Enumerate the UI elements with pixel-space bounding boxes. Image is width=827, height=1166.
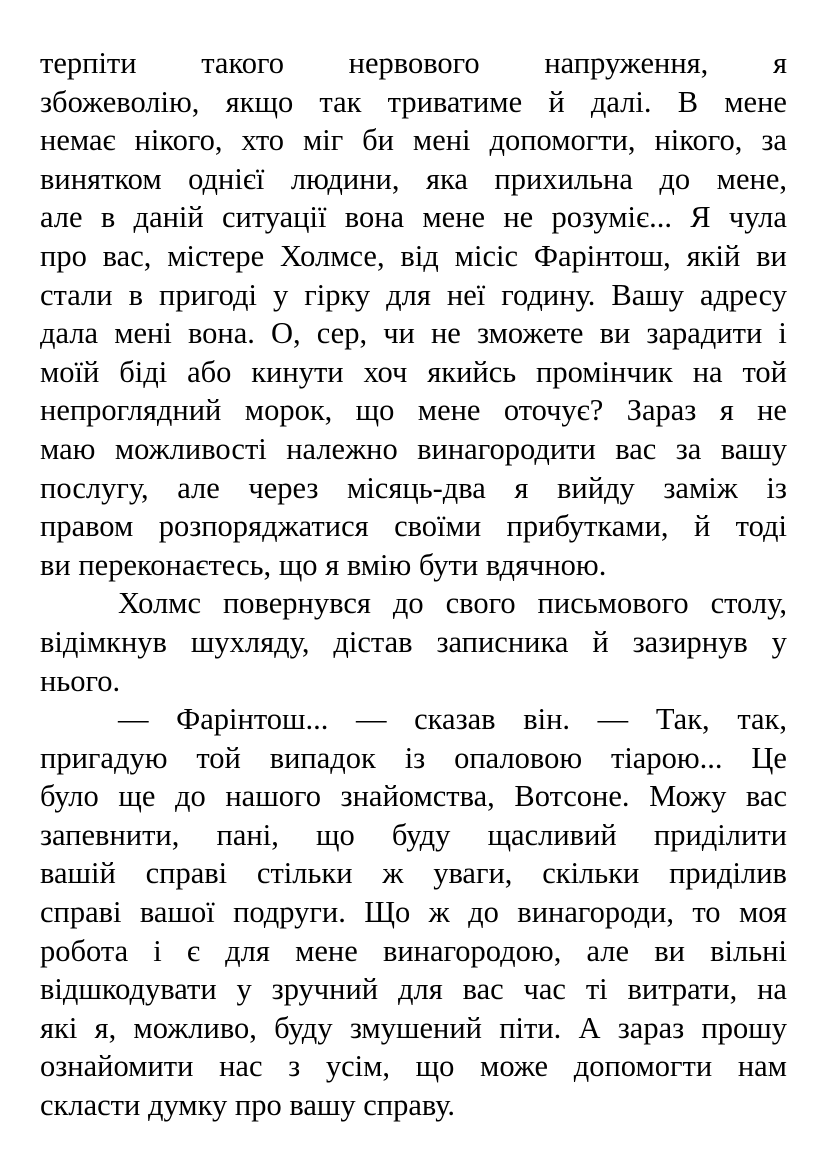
text-line: [40, 970, 787, 1009]
word: час: [523, 972, 566, 1007]
word: то: [692, 895, 721, 930]
word: усім,: [325, 1049, 391, 1084]
word: відімкнув: [40, 624, 167, 659]
word: які: [40, 1010, 78, 1045]
word: скільки: [542, 856, 640, 891]
text-line: [40, 700, 787, 739]
word: запевнити,: [40, 817, 180, 852]
word: так,: [737, 702, 787, 737]
text-line: [40, 83, 787, 122]
word: пані,: [216, 817, 279, 852]
word: вашій: [40, 856, 116, 891]
word: можливо,: [133, 1010, 257, 1045]
text-line: [40, 353, 787, 392]
word: нього.: [40, 663, 121, 698]
word: якщо: [225, 84, 294, 119]
word: із: [766, 470, 787, 505]
word: відшкодувати: [40, 972, 217, 1007]
word: шухляду,: [190, 624, 310, 659]
word: Фарінтош,: [533, 238, 671, 273]
word: випадок: [269, 740, 376, 775]
word: стали: [40, 277, 113, 312]
word: я: [514, 470, 529, 505]
text-line: [40, 854, 787, 893]
word: щасливий: [487, 817, 617, 852]
word: зарадити: [646, 316, 763, 351]
word: дістав: [333, 624, 413, 659]
word: до: [659, 161, 691, 196]
text-line: [40, 391, 787, 430]
word: піти.: [499, 1010, 562, 1045]
word: немає: [40, 123, 116, 158]
word: нас: [219, 1049, 263, 1084]
word: моя: [738, 895, 787, 930]
word: столу,: [710, 586, 787, 621]
word: якийсь: [427, 354, 517, 389]
word: мене: [295, 933, 358, 968]
word: думку: [147, 1088, 228, 1123]
word: Холмсе,: [280, 238, 385, 273]
word: і: [778, 316, 787, 351]
word: було: [40, 779, 99, 814]
word: він.: [523, 702, 571, 737]
word: на: [692, 354, 723, 389]
word: мене,: [716, 161, 787, 196]
word: за: [761, 123, 787, 158]
word: нікого,: [654, 123, 743, 158]
word: Так,: [655, 702, 710, 737]
word: записника: [436, 624, 569, 659]
word: може: [480, 1049, 549, 1084]
word: вийду: [556, 470, 635, 505]
word: хоч: [363, 354, 408, 389]
word: допомогти: [573, 1049, 713, 1084]
word: але: [586, 933, 630, 968]
word: ознайомити: [40, 1049, 194, 1084]
word: з: [288, 1049, 301, 1084]
word: би: [362, 123, 394, 158]
word: Холмс: [118, 586, 202, 621]
word: але: [177, 470, 220, 505]
word: напруження,: [544, 46, 709, 80]
word: не: [430, 316, 461, 351]
word: прошу: [701, 1010, 787, 1045]
word: можливості: [114, 431, 267, 466]
word: із: [404, 740, 426, 775]
word: непроглядний: [40, 393, 222, 428]
word: винагороди,: [517, 895, 674, 930]
word: сер,: [316, 316, 368, 351]
text-line: [40, 121, 787, 160]
word: не: [757, 393, 787, 428]
word: скласти: [40, 1088, 141, 1123]
word: через: [248, 470, 319, 505]
word: місіс: [454, 238, 518, 273]
word: розуміє...: [551, 200, 672, 235]
word: вільні: [710, 933, 787, 968]
word: Фарінтош...: [176, 702, 329, 737]
word: терпіти: [40, 46, 137, 80]
word: стільки: [256, 856, 353, 891]
word: мене: [422, 200, 486, 235]
text-line: [40, 1086, 787, 1125]
word: що: [278, 547, 318, 582]
word: винагородою,: [382, 933, 562, 968]
word: до: [392, 586, 424, 621]
word: повернувся: [222, 586, 371, 621]
word: вас,: [102, 238, 152, 273]
text-line: [40, 44, 787, 83]
word: Вашу: [611, 277, 684, 312]
word: нікого,: [134, 123, 223, 158]
text-line: [40, 623, 787, 662]
word: переконаєтесь,: [78, 547, 272, 582]
word: тіарою...: [611, 740, 723, 775]
word: Можу: [649, 779, 727, 814]
word: А: [578, 1010, 601, 1045]
word: ще: [118, 779, 156, 814]
word: робота: [40, 933, 129, 968]
word: вмію: [346, 547, 412, 582]
word: Я: [690, 200, 711, 235]
word: сказав: [414, 702, 496, 737]
word: прихильна: [494, 161, 633, 196]
word: яка: [425, 161, 468, 196]
word: і: [153, 933, 162, 968]
text-line: [40, 584, 787, 623]
text-line: [40, 777, 787, 816]
word: приділити: [653, 817, 787, 852]
word: у: [273, 277, 289, 312]
word: у: [236, 972, 252, 1007]
word: ви: [756, 238, 787, 273]
word: прибутками,: [506, 509, 669, 544]
text-line: [40, 276, 787, 315]
text-line: [40, 507, 787, 546]
word: й: [548, 84, 565, 119]
word: той: [742, 354, 787, 389]
word: Це: [751, 740, 787, 775]
word: ви: [40, 547, 71, 582]
word: про: [234, 1088, 282, 1123]
word: ви: [654, 933, 685, 968]
word: не: [503, 200, 534, 235]
text-line: [40, 198, 787, 237]
word: моїй: [40, 354, 100, 389]
word: —: [356, 702, 387, 737]
text-line: [40, 469, 787, 508]
word: справу.: [363, 1088, 456, 1123]
word: або: [187, 354, 232, 389]
word: на: [757, 972, 787, 1007]
word: зможете: [476, 316, 584, 351]
word: до: [174, 779, 206, 814]
word: до: [468, 895, 499, 930]
word: однієї: [188, 161, 265, 196]
word: місяць-два: [347, 470, 486, 505]
word: О,: [271, 316, 301, 351]
word: справі: [40, 895, 122, 930]
word: послугу,: [40, 470, 149, 505]
word: пригоді: [159, 277, 258, 312]
word: зараз: [617, 1010, 685, 1045]
text-line: [40, 893, 787, 932]
word: такого: [201, 46, 284, 80]
word: пригадую: [40, 740, 168, 775]
word: вашої: [139, 895, 215, 930]
word: адресу: [700, 277, 787, 312]
word: для: [225, 933, 270, 968]
word: зазирнув: [632, 624, 748, 659]
word: письмового: [537, 586, 689, 621]
word: вдячною.: [485, 547, 607, 582]
word: своїми: [394, 509, 482, 544]
word: міг: [302, 123, 344, 158]
word: неї: [446, 277, 486, 312]
word: вас: [615, 431, 657, 466]
word: Зараз: [626, 393, 697, 428]
word: правом: [40, 509, 134, 544]
word: в: [128, 277, 143, 312]
word: тоді: [735, 509, 787, 544]
word: зручний: [271, 972, 379, 1007]
word: даній: [133, 200, 204, 235]
word: якій: [686, 238, 741, 273]
word: нашого: [225, 779, 321, 814]
body-text: [40, 44, 787, 1125]
word: маю: [40, 431, 96, 466]
word: морок,: [244, 393, 333, 428]
word: для: [386, 277, 431, 312]
word: вас: [745, 779, 787, 814]
word: ж: [382, 856, 404, 891]
word: вона: [344, 200, 405, 235]
word: що: [415, 1049, 455, 1084]
word: біді: [119, 354, 168, 389]
word: я: [719, 393, 734, 428]
word: але: [40, 200, 83, 235]
paragraph: [40, 584, 787, 700]
text-line: [40, 237, 787, 276]
word: бути: [418, 547, 479, 582]
word: вас: [462, 972, 504, 1007]
word: ви: [599, 316, 631, 351]
text-line: [40, 546, 787, 585]
word: подруги.: [233, 895, 346, 930]
text-line: [40, 160, 787, 199]
word: що: [355, 393, 395, 428]
word: Вотсоне.: [514, 779, 630, 814]
word: змушений: [349, 1010, 482, 1045]
word: й: [693, 509, 711, 544]
word: кинути: [251, 354, 344, 389]
text-line: [40, 314, 787, 353]
word: я: [325, 547, 340, 582]
word: —: [597, 702, 629, 737]
word: так: [319, 84, 362, 119]
word: триватиме: [387, 84, 523, 119]
word: містере: [167, 238, 265, 273]
text-line: [40, 932, 787, 971]
text-line: [40, 662, 787, 701]
word: Що: [364, 895, 411, 930]
word: —: [118, 702, 149, 737]
word: мене: [724, 84, 787, 119]
word: в: [100, 200, 116, 235]
word: за: [675, 431, 702, 466]
word: винагородити: [417, 431, 596, 466]
word: буду: [274, 1010, 333, 1045]
text-line: [40, 1047, 787, 1086]
text-line: [40, 430, 787, 469]
word: ситуації: [222, 200, 327, 235]
word: вашу: [720, 431, 787, 466]
word: знайомства,: [340, 779, 495, 814]
word: що: [316, 817, 355, 852]
word: мене: [417, 393, 481, 428]
text-line: [40, 1009, 787, 1048]
word: оточує?: [503, 393, 604, 428]
text-line: [40, 816, 787, 855]
word: й: [592, 624, 609, 659]
word: ті: [585, 972, 608, 1007]
word: опаловою: [454, 740, 583, 775]
word: від: [400, 238, 439, 273]
word: ж: [428, 895, 450, 930]
word: вона.: [187, 316, 255, 351]
word: витрати,: [627, 972, 738, 1007]
word: промінчик: [536, 354, 673, 389]
word: для: [397, 972, 443, 1007]
paragraph: [40, 700, 787, 1125]
word: годину.: [501, 277, 596, 312]
word: мені: [114, 316, 172, 351]
word: допомогти,: [489, 123, 636, 158]
word: у: [771, 624, 787, 659]
word: нам: [737, 1049, 787, 1084]
word: дала: [40, 316, 99, 351]
word: я: [772, 46, 787, 80]
word: свого: [445, 586, 516, 621]
word: приділив: [669, 856, 787, 891]
word: той: [196, 740, 241, 775]
word: людини,: [290, 161, 400, 196]
word: хто: [241, 123, 285, 158]
word: винятком: [40, 161, 162, 196]
text-line: [40, 739, 787, 778]
word: мені: [412, 123, 471, 158]
word: В: [677, 84, 699, 119]
word: належно: [286, 431, 398, 466]
word: є: [186, 933, 200, 968]
word: заміж: [663, 470, 738, 505]
word: розпоряджатися: [158, 509, 369, 544]
word: збожеволію,: [40, 84, 200, 119]
paragraph: [40, 44, 787, 584]
word: чула: [728, 200, 787, 235]
word: я,: [94, 1010, 117, 1045]
word: уваги,: [433, 856, 513, 891]
word: чи: [383, 316, 415, 351]
word: справі: [145, 856, 228, 891]
word: вашу: [289, 1088, 356, 1123]
word: далі.: [590, 84, 652, 119]
word: нервового: [348, 46, 480, 80]
word: про: [40, 238, 87, 273]
word: гірку: [304, 277, 371, 312]
word: буду: [391, 817, 451, 852]
